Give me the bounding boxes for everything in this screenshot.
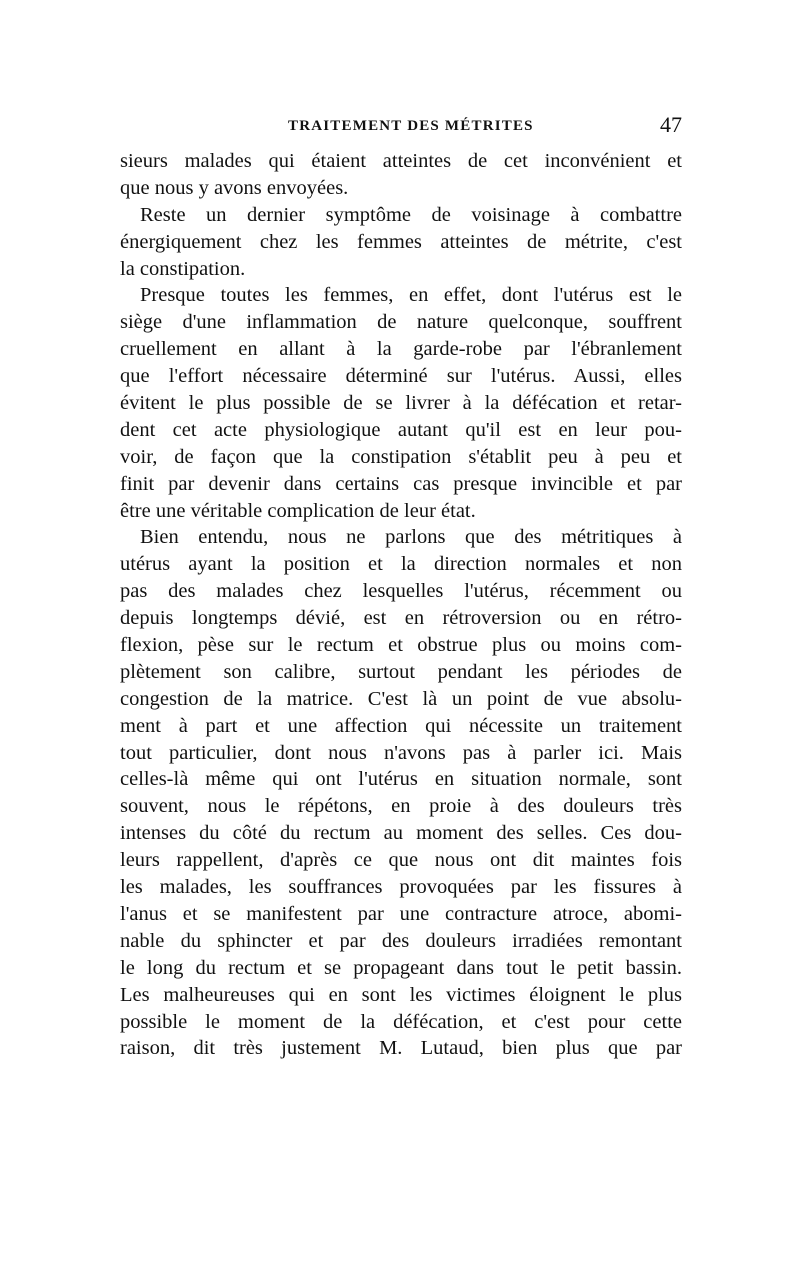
text-line: l'anus et se manifestent par une contracture atroce, abomi- (120, 902, 682, 925)
text-line: finit par devenir dans certains cas presque invincible et par (120, 472, 682, 495)
text-line: être une véritable complication de leur état. (120, 499, 476, 522)
text-line: siège d'une inflammation de nature quelconque, souffrent (120, 311, 682, 334)
page-number: 47 (660, 112, 682, 137)
text-line: ment à part et une affection qui nécessite un traitement (120, 714, 682, 737)
text-line: Presque toutes les femmes, en effet, dont l'utérus est le (140, 284, 682, 307)
text-line: souvent, nous le répétons, en proie à des douleurs très (120, 795, 682, 818)
text-line: énergiquement chez les femmes atteintes de métrite, c'est (120, 230, 682, 253)
running-head (120, 112, 684, 142)
text-line: depuis longtemps dévié, est en rétroversion ou en rétro- (120, 607, 682, 630)
text-line: possible le moment de la défécation, et c'est pour cette (120, 1010, 682, 1033)
text-line: que l'effort nécessaire déterminé sur l'utérus. Aussi, elles (120, 365, 682, 388)
text-line: Reste un dernier symptôme de voisinage à combattre (140, 203, 682, 226)
text-line: raison, dit très justement M. Lutaud, bien plus que par (120, 1037, 682, 1060)
text-line: Bien entendu, nous ne parlons que des métritiques à (140, 526, 682, 549)
text-line: leurs rappellent, d'après ce que nous ont dit maintes fois (120, 849, 682, 872)
text-line: le long du rectum et se propageant dans tout le petit bassin. (120, 956, 682, 979)
text-line: la constipation. (120, 257, 246, 280)
text-line: Les malheureuses qui en sont les victimes éloignent le plus (120, 983, 682, 1006)
body-text (120, 148, 682, 1062)
text-line: que nous y avons envoyées. (120, 176, 349, 199)
text-line: celles-là même qui ont l'utérus en situation normale, sont (120, 768, 682, 791)
running-title: TRAITEMENT DES MÉTRITES (288, 118, 534, 134)
text-line: les malades, les souffrances provoquées par les fissures à (120, 876, 682, 899)
text-line: cruellement en allant à la garde-robe par l'ébranlement (120, 338, 682, 361)
text-line: voir, de façon que la constipation s'établit peu à peu et (120, 445, 682, 468)
text-line: sieurs malades qui étaient atteintes de cet inconvénient et (120, 150, 682, 172)
text-line: congestion de la matrice. C'est là un point de vue absolu- (120, 687, 682, 710)
text-line: dent cet acte physiologique autant qu'il est en leur pou- (120, 418, 682, 441)
text-line: tout particulier, dont nous n'avons pas à parler ici. Mais (120, 741, 682, 764)
text-line: nable du sphincter et par des douleurs irradiées remontant (120, 929, 682, 952)
text-line: évitent le plus possible de se livrer à la défécation et retar- (120, 392, 682, 415)
text-line: plètement son calibre, surtout pendant les périodes de (120, 660, 682, 683)
text-line: pas des malades chez lesquelles l'utérus, récemment ou (120, 580, 682, 603)
text-line: intenses du côté du rectum au moment des selles. Ces dou- (120, 822, 682, 845)
text-line: flexion, pèse sur le rectum et obstrue plus ou moins com- (120, 634, 682, 657)
text-line: utérus ayant la position et la direction normales et non (120, 553, 682, 576)
